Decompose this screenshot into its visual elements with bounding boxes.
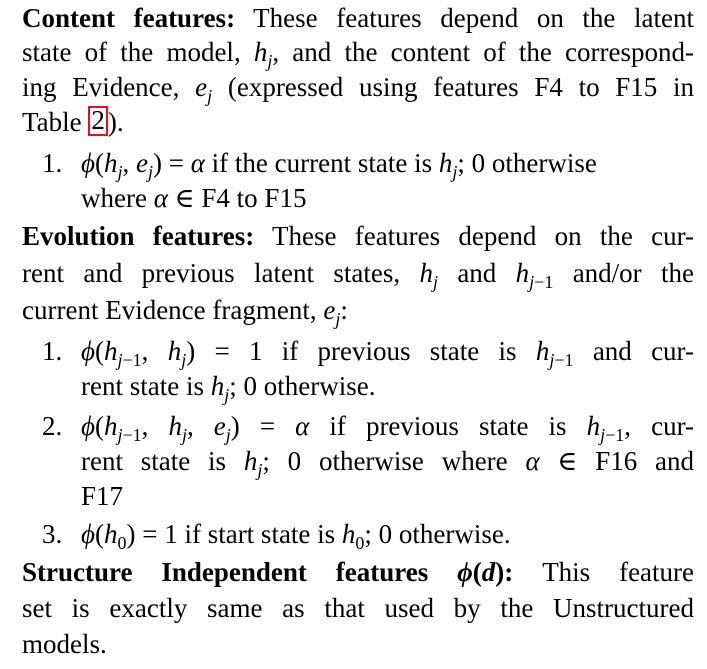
math-h-j: $h_j$ (438, 148, 458, 182)
evolution-item-2-line-3: F17 (81, 481, 124, 511)
evolution-features-line-2: rent and previous latent states, $h_j$ and $h_{j-1}$ and/or the (22, 258, 695, 292)
math-phi-hj1-hj: $\phi(h_{j-1}$, $h_j) = 1$ (81, 336, 263, 370)
content-features-heading: Content features: (22, 3, 236, 33)
content-item-1-number: 1. (42, 148, 63, 178)
table-reference-link[interactable]: 2 (88, 106, 108, 136)
math-phi-h0: $\phi(h_0) = 1$ (81, 519, 178, 553)
math-alpha-in: α ∈ (153, 183, 195, 213)
evolution-features-line-1: Evolution features: These features depend on the cur- (22, 221, 695, 251)
evolution-item-1-number: 1. (42, 336, 63, 366)
structure-features-line-3: models. (22, 629, 107, 659)
evolution-item-1-line-2: rent state is $h_j$; 0 otherwise. (81, 371, 376, 405)
content-features-line-4: Table 2 ). (22, 105, 124, 137)
content-item-1-line-1: $\phi(h_j$, $e_j) = \alpha$ if the current state is $h_j$; 0 otherwise (81, 148, 597, 182)
math-h-j-minus-1: $h_{j-1}$ (535, 336, 574, 370)
math-h-j-minus-1: $h_{j-1}$ (586, 411, 625, 445)
content-features-line-3: ing Evidence, $e_j$ (expressed using features F4 to F15 in (22, 72, 695, 106)
content-item-1-line-2: where α ∈ F4 to F15 (81, 183, 307, 213)
evolution-item-2-line-2: rent state is $h_j$; 0 otherwise where α ∈ F16 and (81, 446, 695, 480)
evolution-item-3-line-1: $\phi(h_0) = 1$ if start state is $h_0$; 0 otherwise. (81, 519, 511, 553)
evolution-item-3-number: 3. (42, 519, 63, 549)
math-h-j: $h_j$ (419, 258, 438, 292)
math-alpha-in: α ∈ (525, 446, 578, 476)
math-h-j-minus-1: $h_{j-1}$ (515, 258, 554, 292)
evolution-features-heading: Evolution features: (22, 221, 255, 251)
structure-features-heading: Structure Independent features ϕ(d): (22, 557, 514, 587)
evolution-item-2-line-1: $\phi(h_{j-1}$, $h_j$, $e_j) = \alpha$ if previous state is $h_{j-1}$, cur- (81, 411, 695, 445)
math-e-j: $e_j$ (195, 72, 213, 106)
math-phi-hj-ej: $\phi(h_j$, $e_j) = \alpha$ (81, 148, 205, 182)
content-features-line-1: Content features: These features depend on the latent (22, 3, 694, 33)
math-h-j: $h_j$ (210, 371, 230, 405)
math-h-j: $h_j$ (243, 446, 263, 480)
math-e-j: $e_j$ (323, 295, 341, 329)
evolution-item-2-number: 2. (42, 411, 63, 441)
content-features-line-2: state of the model, $h_j$, and the content of the correspond- (22, 37, 694, 71)
structure-features-line-1: Structure Independent features ϕ(d): This feature (22, 557, 695, 587)
math-h-j: $h_j$ (253, 37, 273, 71)
evolution-features-line-3: current Evidence fragment, $e_j$: (22, 295, 348, 329)
structure-features-line-2: set is exactly same as that used by the Unstructured (22, 593, 694, 623)
evolution-item-1-line-1: $\phi(h_{j-1}$, $h_j) = 1$ if previous state is $h_{j-1}$ and cur- (81, 336, 695, 370)
math-h-0: $h_0$ (341, 519, 365, 553)
math-phi-hj1-hj-ej: $\phi(h_{j-1}$, $h_j$, $e_j) = \alpha$ (81, 411, 310, 445)
